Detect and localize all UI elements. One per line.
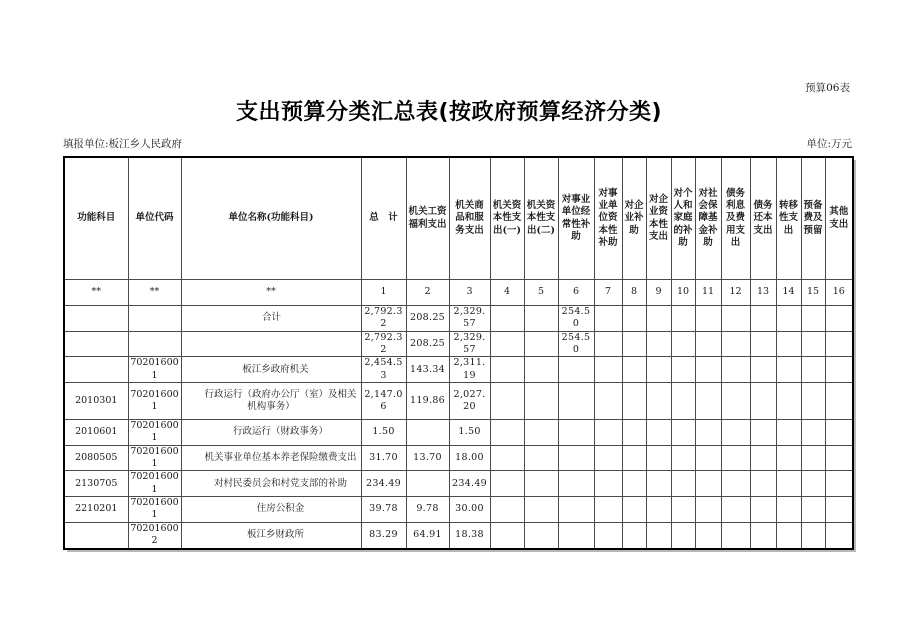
- column-header-debt-principal: 债务还本支出: [750, 157, 776, 280]
- cell-value: [776, 497, 801, 523]
- column-header-inst-recurrent-subsidy: 对事业单位经常性补助: [558, 157, 594, 280]
- cell-value: [671, 445, 695, 471]
- column-header-transfer-expenditure: 转移性支出: [776, 157, 801, 280]
- column-code-org-goods-services: 3: [449, 280, 490, 306]
- cell-value: 9.78: [406, 497, 449, 523]
- cell-value: [671, 357, 695, 383]
- table-row: [64, 357, 853, 383]
- cell-value: [594, 420, 622, 446]
- cell-value: [801, 383, 825, 420]
- cell-value: [646, 445, 671, 471]
- cell-value: [524, 306, 558, 332]
- cell-func-code: [64, 357, 128, 383]
- cell-value: [622, 522, 646, 548]
- report-unit-label: 填报单位:板江乡人民政府: [63, 138, 183, 150]
- column-code-enterprise-subsidy: 8: [622, 280, 646, 306]
- cell-value: [490, 497, 524, 523]
- cell-value: [646, 471, 671, 497]
- cell-value: [622, 471, 646, 497]
- cell-value: [524, 497, 558, 523]
- column-code-org-wage-welfare: 2: [406, 280, 449, 306]
- cell-value: 2,329.57: [449, 306, 490, 332]
- cell-value: [671, 497, 695, 523]
- cell-value: [406, 471, 449, 497]
- cell-value: 83.29: [361, 522, 406, 548]
- cell-value: [671, 522, 695, 548]
- cell-value: [750, 445, 776, 471]
- cell-value: [524, 522, 558, 548]
- cell-value: 2,454.53: [361, 357, 406, 383]
- cell-value: 1.50: [449, 420, 490, 446]
- cell-value: 13.70: [406, 445, 449, 471]
- cell-value: [594, 522, 622, 548]
- column-code-enterprise-capital: 9: [646, 280, 671, 306]
- cell-value: [721, 445, 750, 471]
- cell-func-code: 2080505: [64, 445, 128, 471]
- cell-value: 64.91: [406, 522, 449, 548]
- cell-value: [558, 522, 594, 548]
- page-title: 支出预算分类汇总表(按政府预算经济分类): [235, 100, 663, 125]
- cell-value: [594, 331, 622, 357]
- cell-value: 254.50: [558, 306, 594, 332]
- cell-value: [776, 522, 801, 548]
- column-header-social-security-fund-subsidy: 对社会保障基金补助: [695, 157, 721, 280]
- cell-value: [490, 357, 524, 383]
- cell-value: [524, 471, 558, 497]
- cell-unit-code: 702016001: [128, 497, 181, 523]
- column-header-org-capital-2: 机关资本性支出(二): [524, 157, 558, 280]
- cell-value: [776, 445, 801, 471]
- header-code-row: [64, 280, 853, 306]
- header-label-row: [64, 157, 853, 280]
- cell-value: [825, 331, 853, 357]
- column-header-other-expenditure: 其他支出: [825, 157, 853, 280]
- table-row: [64, 306, 853, 332]
- cell-value: 2,147.06: [361, 383, 406, 420]
- column-header-unit-name: 单位名称(功能科目): [181, 157, 361, 280]
- cell-value: [558, 357, 594, 383]
- cell-value: [776, 471, 801, 497]
- column-code-reserve-fund: 15: [801, 280, 825, 306]
- cell-value: [490, 522, 524, 548]
- cell-value: [721, 383, 750, 420]
- cell-value: 143.34: [406, 357, 449, 383]
- table-row: [64, 445, 853, 471]
- cell-value: [825, 445, 853, 471]
- cell-func-code: [64, 306, 128, 332]
- cell-value: [622, 331, 646, 357]
- cell-unit-name: 行政运行（财政事务）: [181, 420, 361, 446]
- cell-value: [695, 522, 721, 548]
- cell-value: [695, 306, 721, 332]
- cell-value: [750, 306, 776, 332]
- cell-value: [406, 420, 449, 446]
- cell-value: [801, 497, 825, 523]
- cell-value: [594, 445, 622, 471]
- cell-value: [622, 497, 646, 523]
- cell-value: [750, 331, 776, 357]
- cell-value: [695, 497, 721, 523]
- cell-value: 2,329.57: [449, 331, 490, 357]
- cell-value: [594, 357, 622, 383]
- column-code-social-security-fund-subsidy: 11: [695, 280, 721, 306]
- cell-value: [776, 383, 801, 420]
- cell-func-code: 2010601: [64, 420, 128, 446]
- table-row: [64, 522, 853, 548]
- cell-value: [671, 471, 695, 497]
- cell-value: 18.00: [449, 445, 490, 471]
- cell-value: [524, 420, 558, 446]
- cell-value: 1.50: [361, 420, 406, 446]
- cell-unit-name: 住房公积金: [181, 497, 361, 523]
- cell-value: [524, 445, 558, 471]
- cell-value: 234.49: [361, 471, 406, 497]
- cell-value: [594, 497, 622, 523]
- cell-value: [490, 331, 524, 357]
- cell-value: [695, 471, 721, 497]
- cell-value: [721, 306, 750, 332]
- cell-value: 2,792.32: [361, 331, 406, 357]
- cell-unit-code: 702016001: [128, 445, 181, 471]
- table-number-label: 预算06表: [805, 82, 850, 94]
- cell-value: [524, 357, 558, 383]
- cell-value: [490, 420, 524, 446]
- cell-value: [695, 331, 721, 357]
- table-row: [64, 420, 853, 446]
- cell-value: [490, 306, 524, 332]
- cell-value: [622, 445, 646, 471]
- cell-value: [558, 445, 594, 471]
- cell-value: [622, 420, 646, 446]
- column-code-other-expenditure: 16: [825, 280, 853, 306]
- cell-unit-code: 702016001: [128, 471, 181, 497]
- table-row: [64, 383, 853, 420]
- cell-value: [646, 420, 671, 446]
- cell-unit-code: [128, 306, 181, 332]
- cell-value: [622, 357, 646, 383]
- cell-value: 18.38: [449, 522, 490, 548]
- cell-value: [490, 445, 524, 471]
- cell-value: [695, 357, 721, 383]
- cell-value: [801, 306, 825, 332]
- cell-unit-name: [181, 331, 361, 357]
- column-header-unit-code: 单位代码: [128, 157, 181, 280]
- column-header-func-subject: 功能科目: [64, 157, 128, 280]
- cell-value: [671, 306, 695, 332]
- column-code-unit-name: **: [181, 280, 361, 306]
- cell-value: [671, 331, 695, 357]
- cell-value: [721, 357, 750, 383]
- cell-value: [750, 383, 776, 420]
- cell-value: [646, 497, 671, 523]
- cell-value: [695, 420, 721, 446]
- cell-value: [524, 331, 558, 357]
- cell-func-code: [64, 522, 128, 548]
- unit-of-measure-label: 单位:万元: [806, 138, 852, 150]
- column-code-transfer-expenditure: 14: [776, 280, 801, 306]
- cell-value: [594, 471, 622, 497]
- column-code-total: 1: [361, 280, 406, 306]
- cell-value: 31.70: [361, 445, 406, 471]
- cell-value: [825, 497, 853, 523]
- table-body: [64, 306, 853, 549]
- cell-value: [671, 420, 695, 446]
- cell-value: [490, 471, 524, 497]
- cell-value: [825, 420, 853, 446]
- cell-value: [801, 420, 825, 446]
- cell-func-code: [64, 331, 128, 357]
- cell-value: [695, 383, 721, 420]
- cell-value: [721, 522, 750, 548]
- column-code-individual-family-subsidy: 10: [671, 280, 695, 306]
- cell-value: [646, 357, 671, 383]
- expenditure-budget-table: [63, 156, 854, 550]
- cell-value: [646, 383, 671, 420]
- cell-value: [622, 383, 646, 420]
- cell-unit-code: 702016002: [128, 522, 181, 548]
- cell-value: [776, 357, 801, 383]
- cell-value: 2,027.20: [449, 383, 490, 420]
- column-header-total: 总 计: [361, 157, 406, 280]
- cell-value: [490, 383, 524, 420]
- cell-value: [646, 522, 671, 548]
- cell-value: [825, 306, 853, 332]
- cell-value: 234.49: [449, 471, 490, 497]
- column-header-org-capital-1: 机关资本性支出(一): [490, 157, 524, 280]
- cell-func-code: 2130705: [64, 471, 128, 497]
- cell-value: [750, 420, 776, 446]
- cell-value: [721, 497, 750, 523]
- column-header-individual-family-subsidy: 对个人和家庭的补助: [671, 157, 695, 280]
- cell-value: 39.78: [361, 497, 406, 523]
- cell-value: [776, 306, 801, 332]
- cell-value: [671, 383, 695, 420]
- cell-unit-code: [128, 331, 181, 357]
- cell-value: [721, 420, 750, 446]
- cell-value: [825, 471, 853, 497]
- column-code-org-capital-1: 4: [490, 280, 524, 306]
- cell-value: [750, 497, 776, 523]
- column-code-inst-capital-subsidy: 7: [594, 280, 622, 306]
- column-code-debt-principal: 13: [750, 280, 776, 306]
- cell-unit-name: 板江乡财政所: [181, 522, 361, 548]
- cell-value: [622, 306, 646, 332]
- table-row: [64, 497, 853, 523]
- cell-value: [750, 471, 776, 497]
- table-header: [64, 157, 853, 306]
- cell-value: [594, 306, 622, 332]
- cell-value: 119.86: [406, 383, 449, 420]
- column-header-enterprise-subsidy: 对企业补助: [622, 157, 646, 280]
- cell-value: [750, 357, 776, 383]
- column-header-enterprise-capital: 对企业资本性支出: [646, 157, 671, 280]
- cell-unit-name: 板江乡政府机关: [181, 357, 361, 383]
- cell-value: [695, 445, 721, 471]
- meta-row: [63, 136, 852, 151]
- cell-unit-name: 对村民委员会和村党支部的补助: [181, 471, 361, 497]
- cell-unit-code: 702016001: [128, 383, 181, 420]
- cell-value: [721, 471, 750, 497]
- cell-value: 2,792.32: [361, 306, 406, 332]
- cell-value: [825, 357, 853, 383]
- cell-value: [594, 383, 622, 420]
- table-row: [64, 471, 853, 497]
- cell-value: [558, 497, 594, 523]
- cell-value: 254.50: [558, 331, 594, 357]
- cell-value: [801, 445, 825, 471]
- cell-value: 2,311.19: [449, 357, 490, 383]
- cell-value: [646, 306, 671, 332]
- cell-unit-code: 702016001: [128, 357, 181, 383]
- cell-unit-name: 合计: [181, 306, 361, 332]
- cell-value: 208.25: [406, 306, 449, 332]
- cell-value: [801, 471, 825, 497]
- cell-value: [776, 331, 801, 357]
- cell-value: [825, 383, 853, 420]
- cell-value: [524, 383, 558, 420]
- cell-value: [776, 420, 801, 446]
- cell-unit-name: 机关事业单位基本养老保险缴费支出: [181, 445, 361, 471]
- column-code-func-subject: **: [64, 280, 128, 306]
- column-header-debt-interest-fee: 债务利息及费用支出: [721, 157, 750, 280]
- cell-value: [801, 357, 825, 383]
- cell-value: [801, 522, 825, 548]
- column-code-debt-interest-fee: 12: [721, 280, 750, 306]
- cell-value: [721, 331, 750, 357]
- column-code-org-capital-2: 5: [524, 280, 558, 306]
- table-row: [64, 331, 853, 357]
- column-header-reserve-fund: 预备费及预留: [801, 157, 825, 280]
- cell-func-code: 2210201: [64, 497, 128, 523]
- cell-value: [801, 331, 825, 357]
- column-header-inst-capital-subsidy: 对事业单位资本性补助: [594, 157, 622, 280]
- cell-value: 30.00: [449, 497, 490, 523]
- column-header-org-goods-services: 机关商品和服务支出: [449, 157, 490, 280]
- cell-unit-code: 702016001: [128, 420, 181, 446]
- column-code-inst-recurrent-subsidy: 6: [558, 280, 594, 306]
- cell-value: 208.25: [406, 331, 449, 357]
- cell-func-code: 2010301: [64, 383, 128, 420]
- cell-value: [558, 471, 594, 497]
- column-code-unit-code: **: [128, 280, 181, 306]
- cell-unit-name: 行政运行（政府办公厅（室）及相关机构事务）: [181, 383, 361, 420]
- cell-value: [646, 331, 671, 357]
- cell-value: [825, 522, 853, 548]
- cell-value: [558, 383, 594, 420]
- column-header-org-wage-welfare: 机关工资福利支出: [406, 157, 449, 280]
- cell-value: [558, 420, 594, 446]
- cell-value: [750, 522, 776, 548]
